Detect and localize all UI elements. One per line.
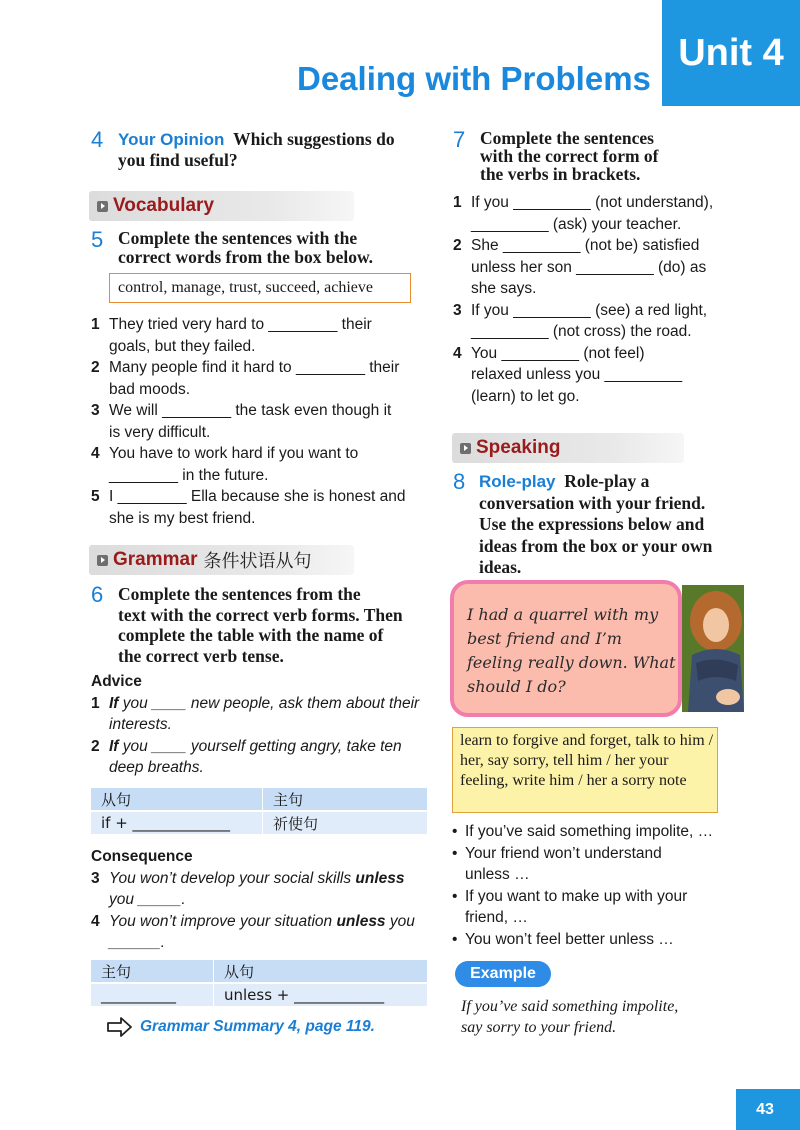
instruction-line: the verbs in brackets. (480, 164, 641, 184)
item-line: You _________ (not feel) (471, 344, 645, 362)
instruction-line: text with the correct verb forms. Then (118, 604, 403, 625)
play-bullet-icon (97, 201, 108, 212)
girl-illustration (682, 585, 744, 712)
item-line-text: You won’t develop your social skills (109, 869, 356, 887)
item-line: unless her son _________ (do) as (471, 258, 707, 276)
speech-bubble (450, 580, 682, 717)
item-line: ________ in the future. (109, 466, 269, 484)
keyword-unless: unless (355, 869, 405, 887)
item-line-text: you ____ new people, ask them about their (118, 694, 420, 712)
list-item (91, 400, 431, 443)
item-line (109, 736, 436, 758)
consequence-label: Consequence (91, 848, 193, 865)
table-row (91, 984, 427, 1006)
grammar-heading (89, 545, 354, 575)
list-item (452, 843, 713, 886)
item-number: 2 (453, 237, 462, 254)
list-item (91, 357, 431, 400)
example-line: say sorry to your friend. (461, 1019, 617, 1036)
table-header: 从句 (91, 788, 263, 810)
item-line: ______. (109, 934, 166, 951)
keyword-if: If (109, 737, 119, 755)
keyword-unless: unless (336, 912, 386, 930)
list-item (453, 343, 743, 408)
play-bullet-icon (97, 555, 108, 566)
list-item (452, 929, 713, 951)
exercise-6-instruction (118, 584, 448, 666)
page-number: 43 (736, 1089, 800, 1130)
list-item (91, 911, 436, 954)
vocabulary-label: Vocabulary (113, 195, 215, 216)
item-number: 2 (91, 737, 100, 755)
table-row (91, 812, 427, 834)
item-number: 2 (91, 359, 100, 376)
item-line: We will ________ the task even though it (109, 402, 392, 419)
grammar-table-1 (91, 788, 427, 834)
item-line: Many people find it hard to ________ their (109, 359, 400, 376)
exercise-4-text-1: Which suggestions do (233, 129, 395, 149)
table-header: 从句 (214, 960, 427, 982)
grammar-summary-link[interactable] (107, 1017, 375, 1037)
item-line: If you _________ (see) a red light, (471, 301, 708, 319)
list-item (452, 821, 713, 843)
item-line: I ________ Ella because she is honest and (109, 488, 406, 505)
item-number: 3 (91, 869, 100, 887)
page-title: Dealing with Problems (297, 60, 651, 97)
role-play-label: Role-play (479, 472, 556, 491)
exercise-7-instruction (480, 129, 740, 183)
item-line: bad moods. (109, 380, 190, 398)
instruction-text: Role-play a (564, 471, 650, 491)
table-row (91, 960, 427, 982)
item-number: 4 (453, 344, 462, 362)
word-box (109, 273, 411, 303)
item-line: _________ (not cross) the road. (471, 323, 692, 340)
item-line-text: you (385, 912, 415, 930)
item-line: _________ (ask) your teacher. (471, 215, 682, 233)
item-line (109, 911, 436, 933)
keyword-if: If (109, 694, 119, 712)
item-line: she is my best friend. (109, 509, 256, 527)
instruction-line: Complete the sentences (480, 128, 654, 148)
grammar-label: Grammar (113, 549, 198, 570)
example-line: If you’ve said something impolite, (461, 998, 679, 1015)
item-number: 1 (453, 194, 462, 211)
item-line: friend, … (465, 909, 528, 926)
list-item (453, 300, 743, 343)
table-cell: 祈使句 (263, 812, 427, 834)
item-number: 1 (91, 694, 100, 712)
speech-bubble-text: I had a quarrel with my best friend and I’m feeling really down. What should I do? (467, 605, 676, 696)
item-line: is very difficult. (109, 423, 211, 441)
instruction-line: ideas. (479, 557, 522, 577)
item-line: interests. (109, 716, 172, 733)
ideas-box-text: learn to forgive and forget, talk to him / her, say sorry, tell him / her your feeling, write him / her a sorry note (460, 732, 714, 789)
exercise-4-instruction (118, 129, 438, 170)
item-line: • If you want to make up with your (465, 887, 688, 905)
exercise-7-items (453, 192, 743, 407)
girl-photo (682, 585, 744, 712)
item-line: deep breaths. (109, 759, 204, 776)
exercise-number: 6 (91, 582, 104, 607)
item-number: 3 (91, 402, 100, 419)
item-line-text: You won’t improve your situation (109, 912, 337, 930)
advice-section (91, 671, 436, 779)
item-number: 1 (91, 316, 100, 333)
expressions-list (452, 821, 713, 950)
item-line-text: you ____ yourself getting angry, take ten (118, 737, 402, 755)
item-line: • If you’ve said something impolite, … (465, 823, 714, 840)
exercise-number: 4 (91, 127, 104, 152)
list-item (452, 886, 713, 929)
item-line: relaxed unless you _________ (471, 366, 683, 383)
item-line: They tried very hard to ________ their (109, 316, 372, 333)
item-number: 4 (91, 912, 100, 930)
item-line: unless … (465, 866, 530, 883)
advice-label: Advice (91, 673, 142, 690)
speaking-heading (452, 433, 684, 463)
item-line: • Your friend won’t understand (465, 844, 662, 862)
table-cell: unless + ____________ (214, 984, 427, 1006)
instruction-line: Use the expressions below and (479, 514, 705, 534)
instruction-line (479, 471, 749, 493)
exercise-5-instruction (118, 229, 438, 267)
exercise-4-text-2: you find useful? (118, 150, 238, 170)
list-item (453, 192, 743, 235)
example-text (461, 996, 678, 1038)
list-item (91, 693, 436, 736)
list-item (91, 486, 431, 529)
exercise-number: 5 (91, 227, 104, 252)
table-header: 主句 (263, 788, 427, 810)
list-item (91, 443, 431, 486)
speaking-label: Speaking (476, 437, 561, 458)
arrow-right-icon (107, 1017, 132, 1037)
item-line (109, 693, 436, 715)
item-line: You have to work hard if you want to (109, 445, 359, 462)
list-item (91, 868, 436, 911)
table-cell: __________ (91, 984, 214, 1006)
item-line: • You won’t feel better unless … (465, 930, 674, 948)
word-box-text: control, manage, trust, succeed, achieve (118, 279, 373, 296)
item-line: goals, but they failed. (109, 337, 256, 355)
item-number: 3 (453, 301, 462, 319)
exercise-number: 7 (453, 127, 466, 152)
list-item (453, 235, 743, 300)
table-row (91, 788, 427, 810)
item-line: She _________ (not be) satisfied (471, 237, 700, 254)
table-header: 主句 (91, 960, 214, 982)
unit-badge (662, 0, 800, 106)
ideas-box (452, 727, 718, 813)
vocabulary-heading (89, 191, 354, 221)
instruction-line: the correct verb tense. (118, 645, 284, 666)
instruction-line: ideas from the box or your own (479, 535, 713, 556)
item-line: (learn) to let go. (471, 387, 580, 405)
play-bullet-icon (460, 443, 471, 454)
instruction-line: correct words from the box below. (118, 247, 373, 267)
list-item (91, 736, 436, 779)
table-cell: if + _____________ (91, 812, 263, 834)
exercise-8-instruction (479, 471, 749, 579)
grammar-table-2 (91, 960, 427, 1006)
instruction-line: Complete the sentences with the (118, 228, 358, 248)
your-opinion-label: Your Opinion (118, 130, 225, 149)
unit-label: Unit 4 (678, 31, 784, 74)
item-line: she says. (471, 280, 537, 297)
instruction-line: complete the table with the name of (118, 625, 384, 645)
vocabulary-items (91, 314, 431, 529)
list-item (91, 314, 431, 357)
item-number: 4 (91, 445, 100, 462)
item-line: If you _________ (not understand), (471, 194, 714, 211)
instruction-line: with the correct form of (480, 146, 659, 166)
example-badge: Example (455, 961, 551, 987)
item-number: 5 (91, 488, 100, 505)
grammar-label-chinese: 条件状语从句 (203, 551, 312, 572)
exercise-number: 8 (453, 469, 466, 494)
item-line (109, 868, 436, 890)
grammar-summary-text: Grammar Summary 4, page 119. (140, 1018, 375, 1035)
item-line: you _____. (109, 891, 186, 908)
instruction-line: Complete the sentences from the (118, 584, 361, 604)
instruction-line: conversation with your friend. (479, 492, 706, 513)
consequence-section (91, 846, 436, 954)
